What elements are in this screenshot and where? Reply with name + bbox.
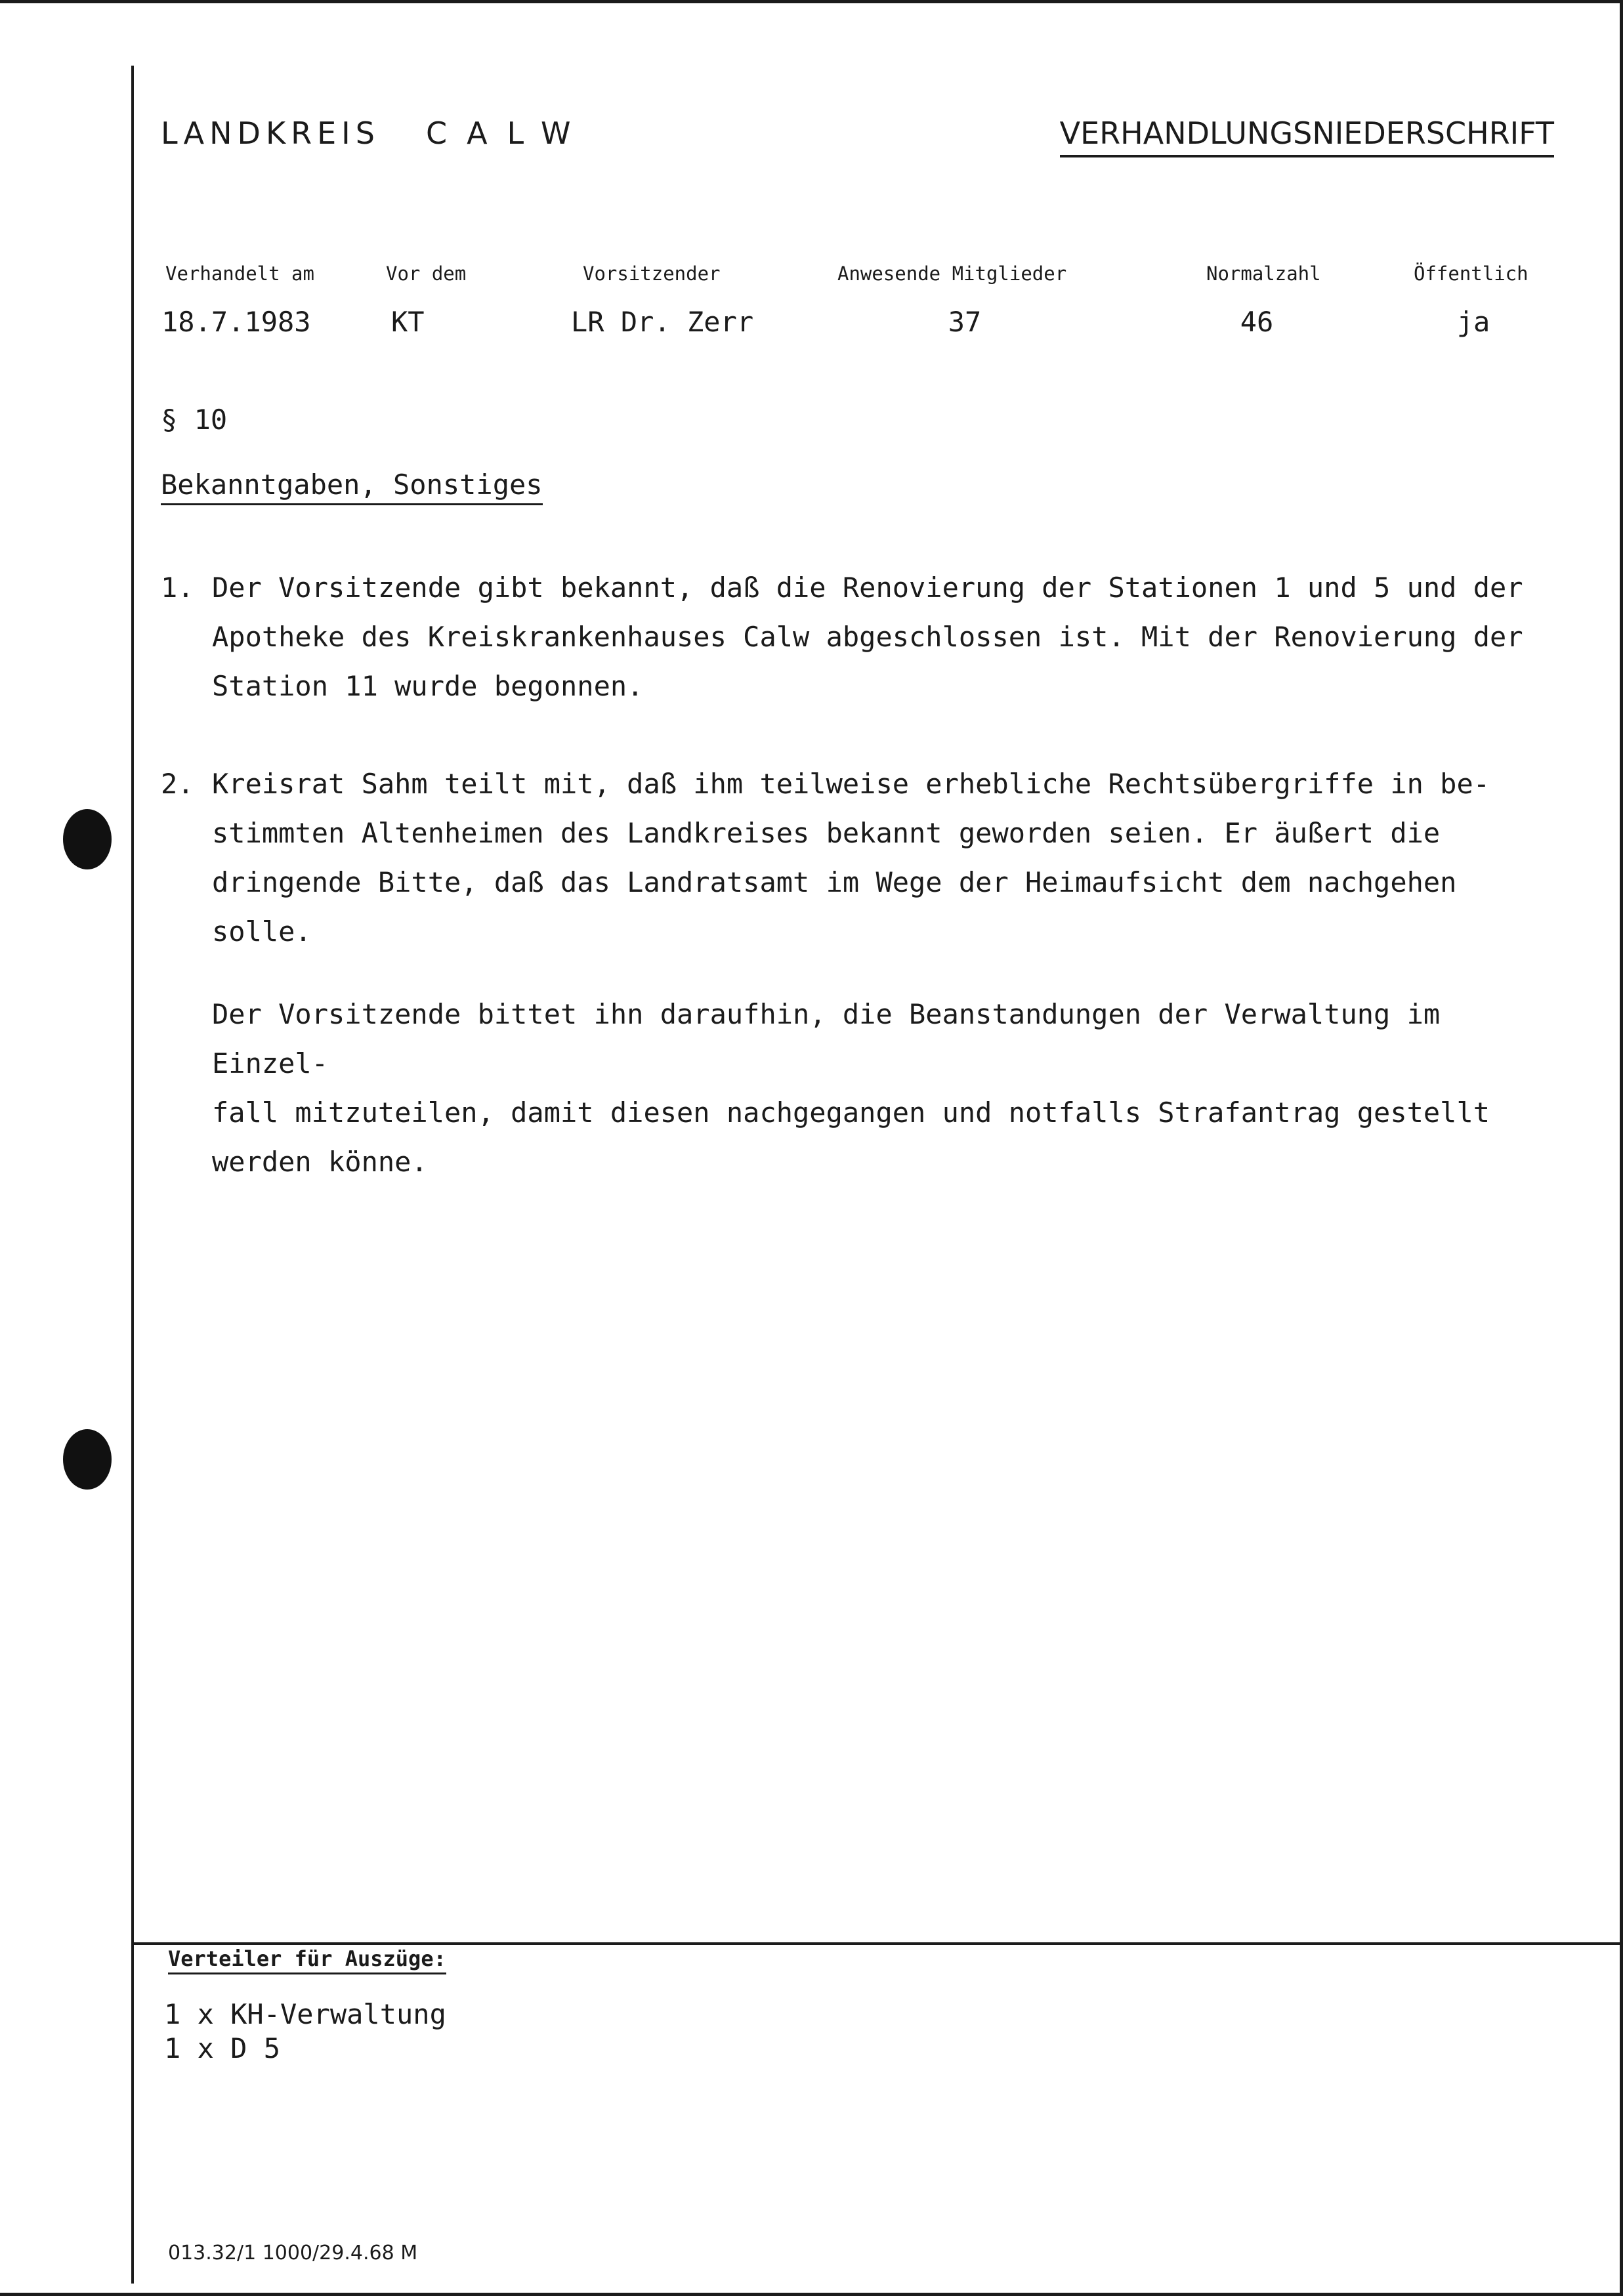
page-border-top <box>0 0 1623 3</box>
authority-header <box>161 115 590 151</box>
document-type-title: VERHANDLUNGSNIEDERSCHRIFT <box>1060 115 1554 157</box>
distribution-entry: 1 x KH-Verwaltung <box>164 1998 446 2030</box>
form-number: 013.32/1 1000/29.4.68 M <box>168 2242 418 2265</box>
meta-label-members-present: Anwesende Mitglieder <box>837 262 1067 285</box>
agenda-item-continuation <box>161 990 1572 1186</box>
meta-value-body: KT <box>391 306 425 338</box>
meta-label-public: Öffentlich <box>1414 262 1528 285</box>
item-text: Der Vorsitzende gibt bekannt, daß die Renovierung der Stationen 1 und 5 und der Apotheke des Kreiskrankenhauses Calw abgeschlossen ist. Mit der Renovierung der Station 11 wurde begonnen. <box>212 572 1523 702</box>
district-name: CALW <box>425 115 591 151</box>
distribution-entry: 1 x D 5 <box>164 2032 281 2064</box>
meta-value-members-present: 37 <box>948 306 982 338</box>
punch-hole-icon <box>63 1429 112 1490</box>
section-number: § 10 <box>161 404 228 436</box>
distribution-title: Verteiler für Auszüge: <box>168 1946 446 1974</box>
meta-value-chair: LR Dr. Zerr <box>571 306 754 338</box>
item-number: 1. <box>161 572 194 604</box>
punch-hole-icon <box>63 809 112 869</box>
agenda-item <box>161 563 1572 711</box>
page-border-bottom <box>0 2293 1623 2296</box>
left-margin-line <box>131 66 134 2284</box>
meta-value-public: ja <box>1456 306 1490 338</box>
meta-label-chair: Vorsitzender <box>583 262 721 285</box>
section-title: Bekanntgaben, Sonstiges <box>161 469 543 505</box>
item-text: Der Vorsitzende bittet ihn daraufhin, die Beanstandungen der Verwaltung im Einzel- fall mitzuteilen, damit diesen nachgegangen und notfalls Strafantrag gestellt werden könne. <box>212 998 1490 1178</box>
agenda-item <box>161 759 1572 956</box>
distribution-separator <box>131 1942 1623 1945</box>
item-number: 2. <box>161 768 194 800</box>
meta-label-normal-count: Normalzahl <box>1206 262 1321 285</box>
page-border-right <box>1620 0 1623 2296</box>
meta-label-body: Vor dem <box>386 262 467 285</box>
meta-value-normal-count: 46 <box>1240 306 1274 338</box>
item-text: Kreisrat Sahm teilt mit, daß ihm teilweise erhebliche Rechtsübergriffe in be- stimmten Altenheimen des Landkreises bekannt geworden seien. Er äußert die dringende Bitte, daß das Landratsamt im Wege der Heimaufsicht dem nachgehen solle. <box>212 768 1490 948</box>
meta-label-date: Verhandelt am <box>165 262 314 285</box>
meta-value-date: 18.7.1983 <box>161 306 311 338</box>
authority-name: LANDKREIS <box>161 115 380 151</box>
